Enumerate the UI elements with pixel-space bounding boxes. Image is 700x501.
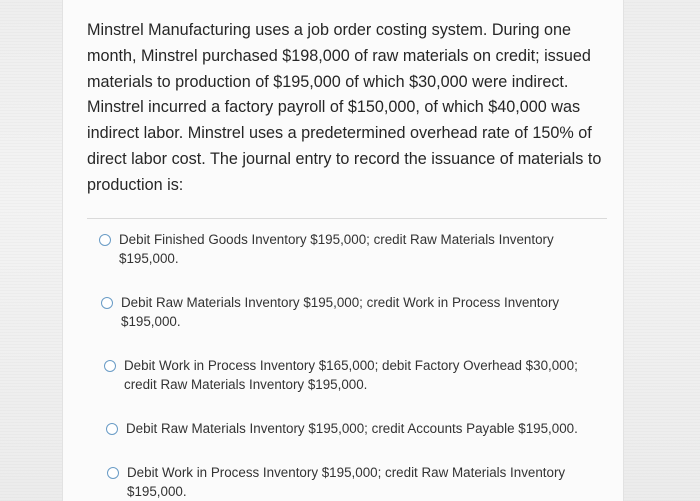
radio-button-icon[interactable] (104, 360, 116, 372)
answer-option-label: Debit Work in Process Inventory $165,000; debit Factory Overhead $30,000; credit Raw Materials Inventory $195,000. (124, 358, 578, 392)
answer-option-4[interactable] (106, 415, 619, 442)
answer-option-2[interactable] (101, 289, 619, 335)
answer-options (99, 226, 619, 501)
question-text: Minstrel Manufacturing uses a job order costing system. During one month, Minstrel purchased $198,000 of raw materials on credit; issued materials to production of $195,000 of which $30,000 were indirect. Minstrel incurred a factory payroll of $150,000, of which $40,000 was indirect labor. Minstrel uses a predetermined overhead rate of 150% of direct labor cost. The journal entry to record the issuance of materials to production is: (87, 21, 602, 194)
radio-button-icon[interactable] (107, 467, 119, 479)
answer-option-1[interactable] (99, 226, 619, 272)
answer-option-5[interactable] (107, 459, 619, 501)
radio-button-icon[interactable] (99, 234, 111, 246)
answer-option-label: Debit Work in Process Inventory $195,000; credit Raw Materials Inventory $195,000. (127, 465, 566, 499)
divider (87, 218, 607, 219)
radio-button-icon[interactable] (106, 423, 118, 435)
question-card (62, 0, 624, 501)
radio-button-icon[interactable] (101, 297, 113, 309)
answer-option-label: Debit Raw Materials Inventory $195,000; credit Accounts Payable $195,000. (126, 421, 578, 436)
answer-option-label: Debit Finished Goods Inventory $195,000; credit Raw Materials Inventory $195,000. (119, 232, 554, 266)
answer-option-3[interactable] (104, 352, 619, 398)
answer-option-label: Debit Raw Materials Inventory $195,000; credit Work in Process Inventory $195,000. (121, 295, 560, 329)
